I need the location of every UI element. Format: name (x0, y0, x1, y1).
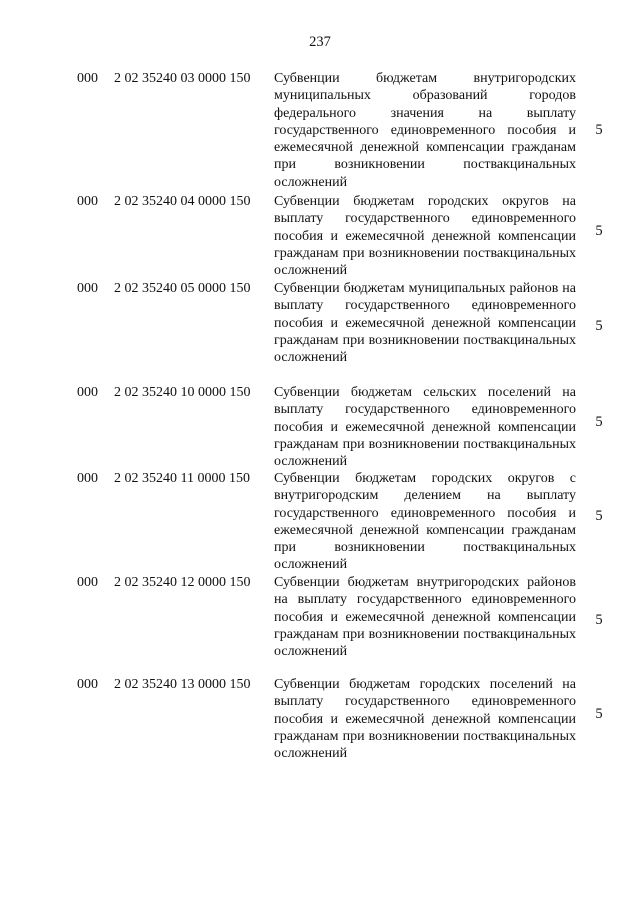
admin-code-cell: 000 (77, 281, 98, 296)
budget-code-cell: 2 02 35240 03 0000 150 (114, 71, 251, 86)
description-cell: Субвенции бюджетам внутригородских муниципальных образований городов федерального значения на выплату государственного единовременного пособия и ежемесячной денежной компенсации гражданам при возникновении поствакцинальных осложнений (274, 71, 576, 190)
description-cell: Субвенции бюджетам сельских поселений на выплату государственного единовременного пособия и ежемесячной денежной компенсации гражданам при возникновении поствакцинальных осложнений (274, 385, 576, 470)
budget-code-cell: 2 02 35240 05 0000 150 (114, 281, 251, 296)
description-cell: Субвенции бюджетам городских поселений на выплату государственного единовременного пособия и ежемесячной денежной компенсации гражданам при возникновении поствакцинальных осложнений (274, 677, 576, 762)
admin-code-cell: 000 (77, 677, 98, 692)
amount-cell: 5 (595, 612, 603, 628)
budget-code-cell: 2 02 35240 11 0000 150 (114, 471, 250, 486)
budget-code-cell: 2 02 35240 13 0000 150 (114, 677, 251, 692)
admin-code-cell: 000 (77, 575, 98, 590)
description-cell: Субвенции бюджетам внутригородских районов на выплату государственного единовременного пособия и ежемесячной денежной компенсации гражданам при возникновении поствакцинальных осложнений (274, 575, 576, 660)
amount-cell: 5 (595, 122, 603, 138)
admin-code-cell: 000 (77, 194, 98, 209)
description-cell: Субвенции бюджетам муниципальных районов на выплату государственного единовременного пособия и ежемесячной денежной компенсации гражданам при возникновении поствакцинальных осложнений (274, 281, 576, 366)
amount-cell: 5 (595, 318, 603, 334)
admin-code-cell: 000 (77, 385, 98, 400)
admin-code-cell: 000 (77, 71, 98, 86)
amount-cell: 5 (595, 414, 603, 430)
amount-cell: 5 (595, 508, 603, 524)
description-cell: Субвенции бюджетам городских округов на выплату государственного единовременного пособия и ежемесячной денежной компенсации гражданам при возникновении поствакцинальных осложнений (274, 194, 576, 279)
amount-cell: 5 (595, 223, 603, 239)
amount-cell: 5 (595, 706, 603, 722)
admin-code-cell: 000 (77, 471, 98, 486)
description-cell: Субвенции бюджетам городских округов с внутригородским делением на выплату государственного единовременного пособия и ежемесячной денежной компенсации гражданам при возникновении поствакцинальных осложнений (274, 471, 576, 573)
budget-code-cell: 2 02 35240 10 0000 150 (114, 385, 251, 400)
page-number: 237 (309, 34, 331, 50)
budget-code-cell: 2 02 35240 12 0000 150 (114, 575, 251, 590)
budget-code-cell: 2 02 35240 04 0000 150 (114, 194, 251, 209)
